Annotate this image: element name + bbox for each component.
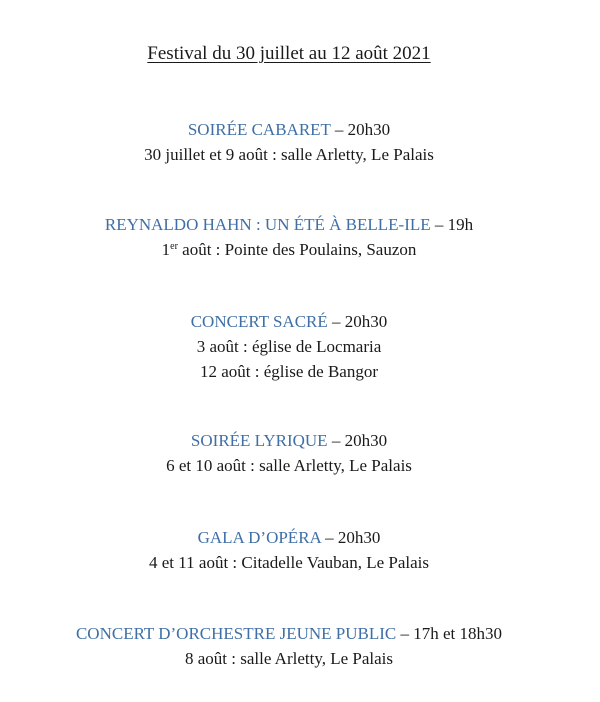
festival-title: Festival du 30 juillet au 12 août 2021 — [147, 43, 431, 64]
event-date-location: 3 août : église de Locmaria — [196, 337, 382, 356]
event-day: 1 — [161, 240, 171, 259]
event-block — [0, 428, 578, 478]
event-title-line: SOIRÉE LYRIQUE – 20h30 — [190, 431, 388, 450]
event-time: 20h30 — [344, 431, 388, 450]
ordinal-superscript: er — [170, 241, 178, 252]
event-name: SOIRÉE CABARET — [187, 120, 331, 139]
event-name: REYNALDO HAHN : UN ÉTÉ À BELLE-ILE — [104, 215, 431, 234]
event-name: GALA D’OPÉRA — [197, 528, 321, 547]
event-title-line: CONCERT D’ORCHESTRE JEUNE PUBLIC – 17h et 18h30 — [75, 624, 503, 643]
event-name: CONCERT SACRÉ — [190, 312, 328, 331]
event-name: SOIRÉE LYRIQUE — [190, 431, 328, 450]
event-date-location: 30 juillet et 9 août : salle Arletty, Le Palais — [144, 145, 434, 164]
event-block — [0, 525, 578, 575]
event-time: 20h30 — [347, 120, 391, 139]
event-title-line: GALA D’OPÉRA – 20h30 — [197, 528, 381, 547]
event-time: 17h et 18h30 — [413, 624, 503, 643]
event-date-location: 6 et 10 août : salle Arletty, Le Palais — [166, 456, 412, 475]
event-date-location — [0, 237, 578, 262]
event-title-line: CONCERT SACRÉ – 20h30 — [190, 312, 388, 331]
event-time: 20h30 — [344, 312, 388, 331]
event-title-line: SOIRÉE CABARET – 20h30 — [187, 120, 391, 139]
event-block — [0, 212, 578, 262]
event-name: CONCERT D’ORCHESTRE JEUNE PUBLIC — [75, 624, 397, 643]
event-date-location: 12 août : église de Bangor — [200, 362, 378, 381]
event-date-location: 8 août : salle Arletty, Le Palais — [184, 649, 394, 668]
event-date-rest: août : Pointe des Poulains, Sauzon — [177, 240, 417, 259]
event-time: 20h30 — [337, 528, 381, 547]
event-date-location: 4 et 11 août : Citadelle Vauban, Le Palais — [149, 553, 429, 572]
event-block — [0, 309, 578, 384]
event-title-line: REYNALDO HAHN : UN ÉTÉ À BELLE-ILE – 19h — [104, 215, 474, 234]
event-block — [0, 117, 578, 167]
event-block — [0, 621, 578, 671]
event-time: 19h — [447, 215, 474, 234]
